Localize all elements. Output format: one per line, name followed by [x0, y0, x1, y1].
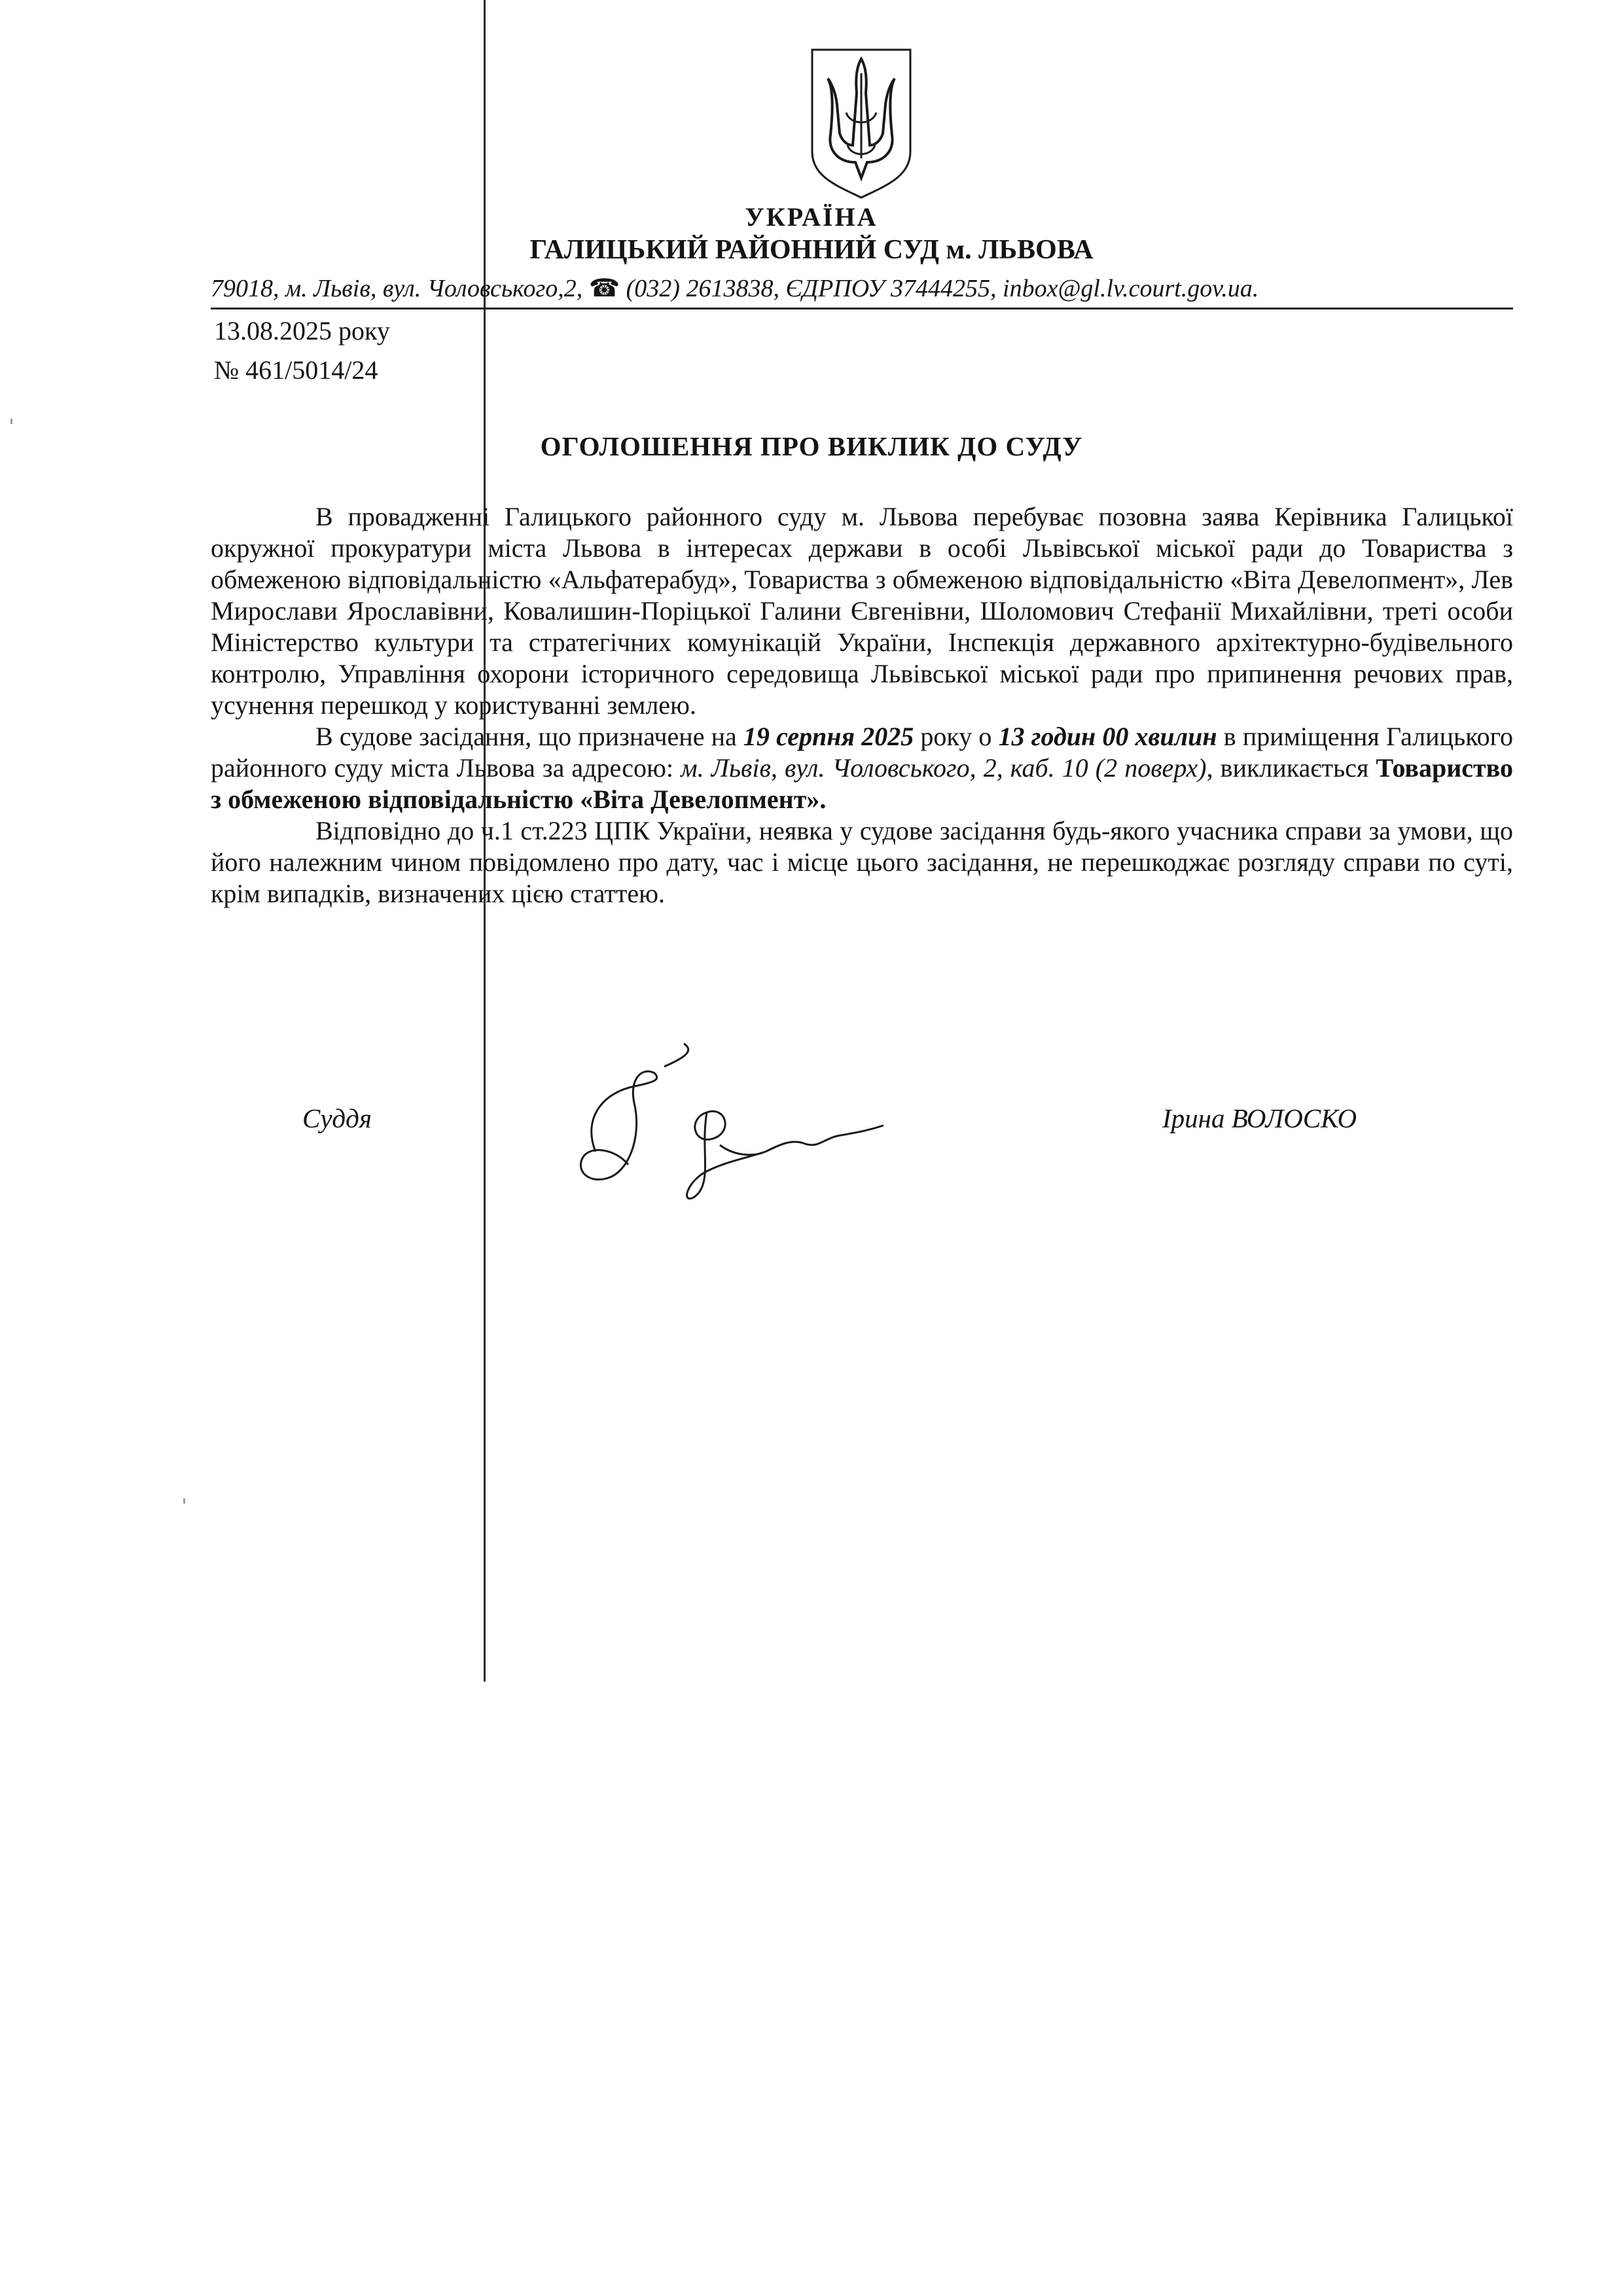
country-name: УКРАЇНА [745, 202, 878, 232]
document-date: 13.08.2025 року [214, 316, 390, 345]
scan-speck [183, 1498, 185, 1504]
document-body [211, 501, 1513, 910]
hearing-time: 13 годин 00 хвилин [998, 722, 1217, 751]
summons-text-b: року о [914, 722, 999, 751]
hearing-address: м. Львів, вул. Чоловського, 2, каб. 10 (2 поверх) [681, 753, 1207, 783]
paragraph-summons [211, 721, 1513, 815]
court-contacts [211, 274, 1513, 303]
hearing-date: 19 серпня 2025 [743, 722, 914, 751]
court-edrpou: ЄДРПОУ 37444255, [785, 275, 997, 302]
handwritten-signature [556, 1040, 910, 1210]
court-address: 79018, м. Львів, вул. Чоловського,2, [211, 275, 583, 302]
telephone-icon: ☎ [588, 275, 620, 302]
court-phone: (032) 2613838, [626, 275, 779, 302]
summons-intro: В судове засідання, що призначене на [315, 722, 743, 751]
judge-label: Суддя [302, 1103, 372, 1133]
summons-text-d: , викликається [1206, 753, 1376, 783]
court-email: inbox@gl.lv.court.gov.ua. [1003, 275, 1259, 302]
paragraph-claim-parties: Керівника Галицької окружної прокуратури міста Львова в інтересах держави в особі Львівської міської ради до Товариства з обмеженою відповідальністю «Альфатерабуд», Товариства з обмеженою відповідальністю «Віта Девелопмент», Лев Мирослави Ярославівни, Ковалишин-Порiцької Галини Євгенівни, Шоломович Стефанії Михайлівни, треті особи Міністерство культури та стратегічних комунікацій України, Інспекція державного архітектурно-будівельного контролю, Управління охорони історичного середовища Львівської міської ради про припинення речових прав, усунення перешкод у користуванні землею. [211, 502, 1513, 720]
paragraph-claim [211, 501, 1513, 721]
summons-text-c: в приміщення Галицького районного суду міста Львова за адресою: [211, 722, 1514, 783]
case-number: № 461/5014/24 [214, 355, 378, 385]
header-divider [211, 308, 1513, 309]
judge-name: Ірина ВОЛОСКО [1162, 1103, 1357, 1133]
court-name: ГАЛИЦЬКИЙ РАЙОННИЙ СУД м. ЛЬВОВА [529, 235, 1094, 265]
paragraph-legal-note: Відповідно до ч.1 ст.223 ЦПК України, неявка у судове засідання будь-якого учасника справи за умови, що його належним чином повідомлено про дату, час і місце цього засідання, не перешкоджає розгляду справи по суті, крім випадків, визначених цією статтею. [211, 816, 1513, 908]
paragraph-claim-intro: В провадженні Галицького районного суду м. Львова перебуває позовна заява [315, 502, 1275, 531]
scan-speck [10, 419, 12, 424]
summoned-party: Товариство з обмеженою відповідальністю «Віта Девелопмент». [211, 753, 1514, 814]
document-title: ОГОЛОШЕННЯ ПРО ВИКЛИК ДО СУДУ [540, 431, 1083, 461]
coat-of-arms-icon [808, 47, 914, 200]
